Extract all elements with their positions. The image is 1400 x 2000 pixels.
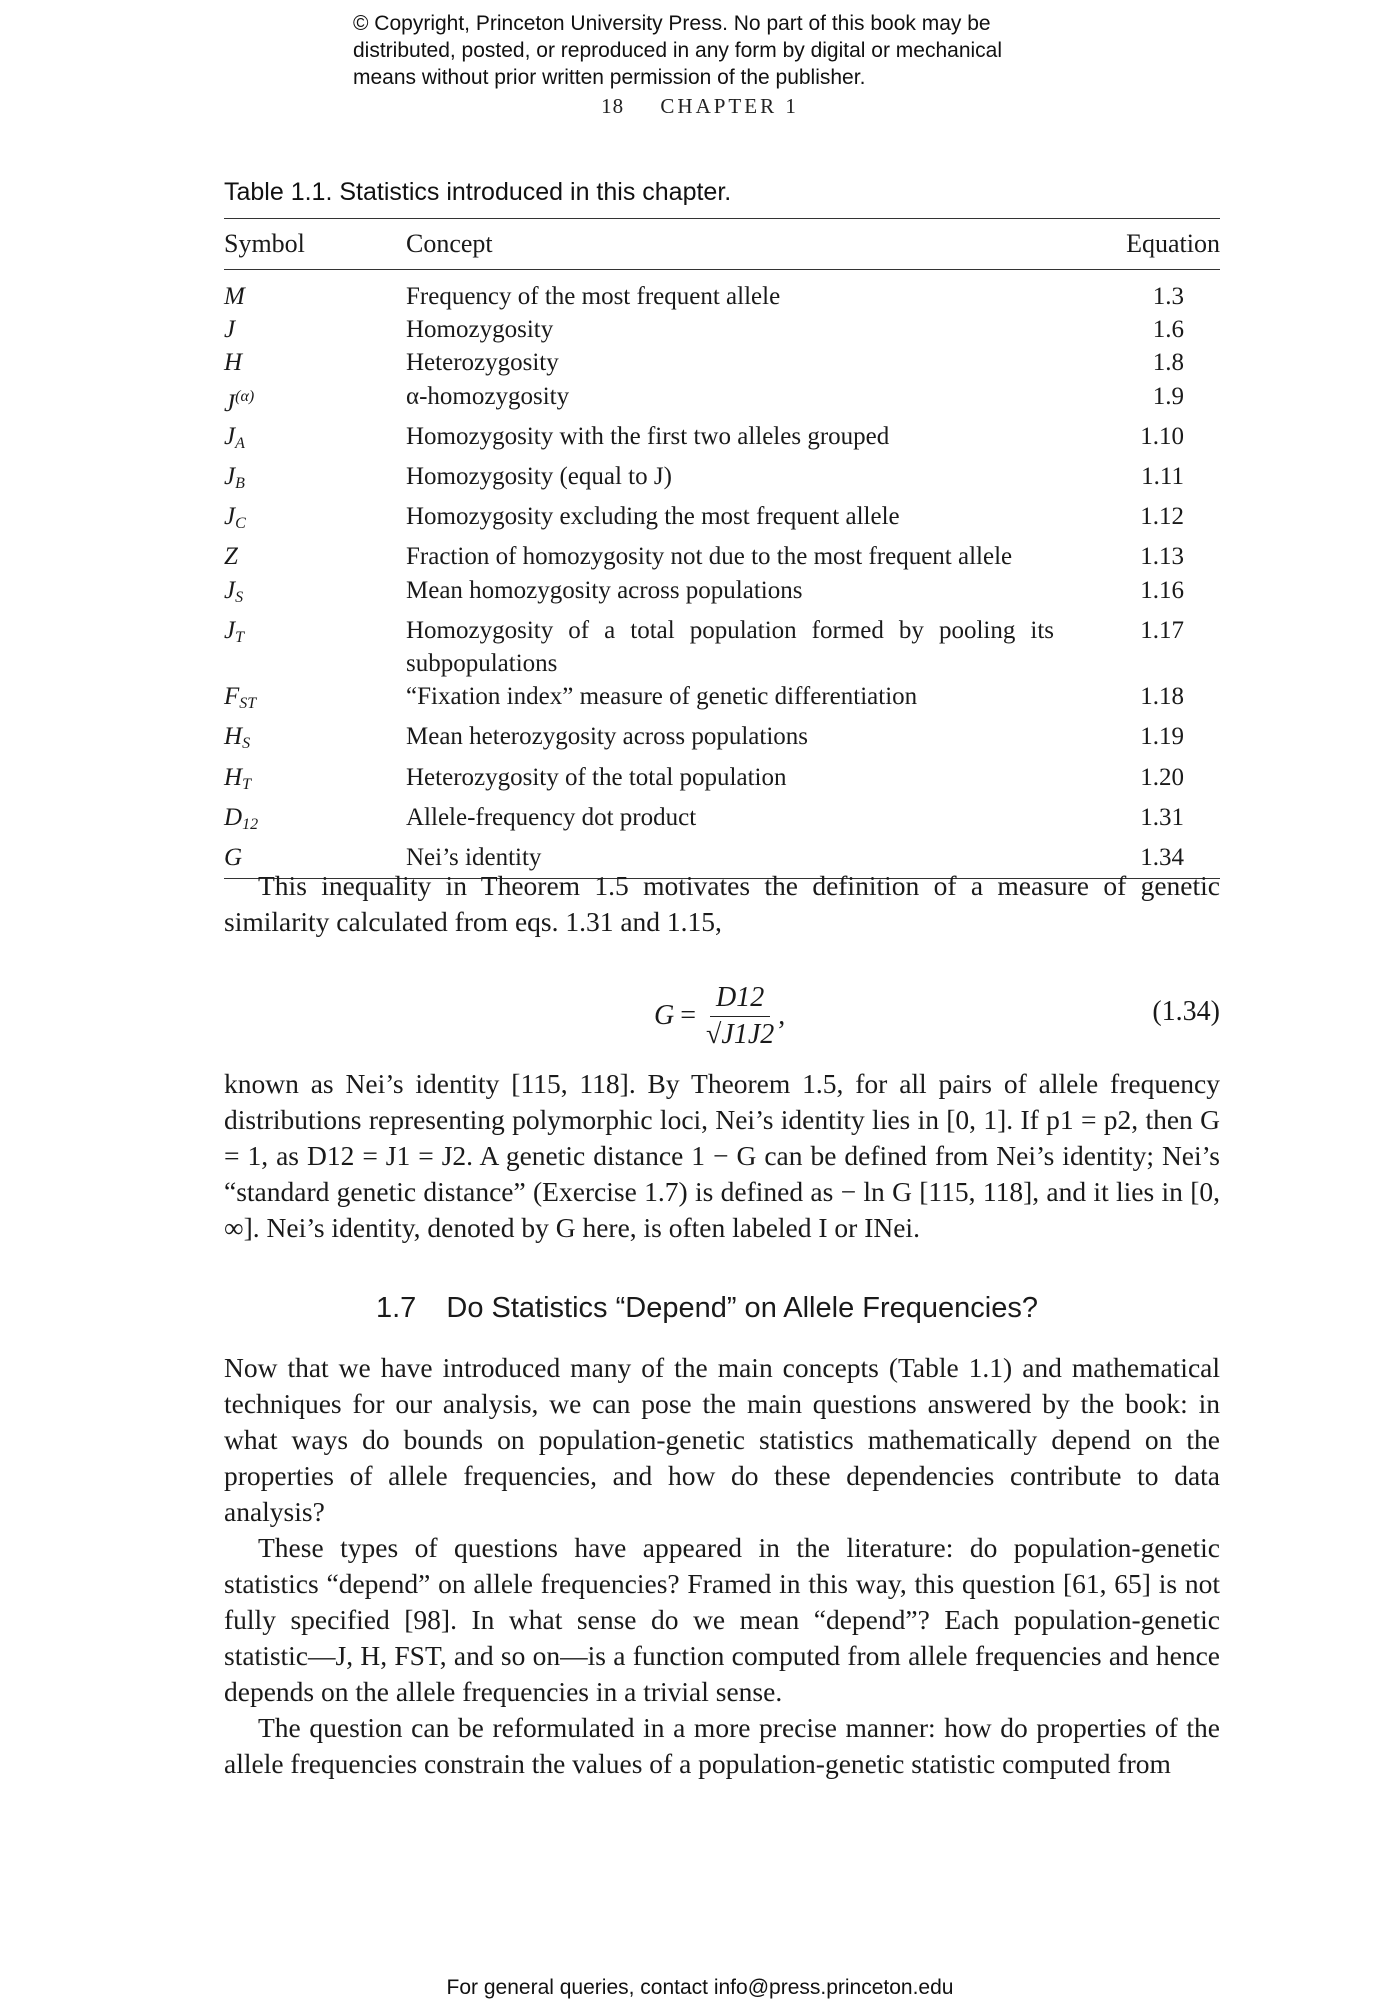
equation-number: (1.34) bbox=[1152, 996, 1220, 1027]
table-row bbox=[224, 720, 1220, 760]
equation-comma: , bbox=[778, 1000, 786, 1031]
concept-cell: Frequency of the most frequent allele bbox=[406, 283, 781, 310]
section-title: Do Statistics “Depend” on Allele Frequencies? bbox=[446, 1292, 1038, 1324]
concept-cell: Homozygosity excluding the most frequent allele bbox=[406, 503, 900, 531]
paragraph-text: known as Nei’s identity [115, 118]. By Theorem 1.5, for all pairs of allele frequency distributions representing polymorphic loci, Nei’s identity lies in [0, 1]. If p1 = p2, then G = 1, as D12 = J1 = J2. A genetic distance 1 − G can be defined from Nei’s identity; Nei’s “standard genetic distance” (Exercise 1.7) is defined as − ln G [115, 118], and it lies in [0, ∞]. Nei’s identity, denoted by G here, is often labeled I or INei. bbox=[224, 1068, 1220, 1243]
symbol-base: J bbox=[224, 389, 236, 417]
table-row bbox=[224, 460, 1220, 500]
symbol-subscript: T bbox=[235, 628, 245, 646]
concept-cell: α-homozygosity bbox=[406, 382, 570, 410]
equation-cell: 1.31 bbox=[1140, 803, 1184, 831]
table-row bbox=[224, 761, 1220, 801]
symbol-cell bbox=[224, 761, 406, 801]
header-concept: Concept bbox=[406, 229, 493, 258]
copyright-line: distributed, posted, or reproduced in any form by digital or mechanical bbox=[353, 39, 1003, 62]
symbol-base: J bbox=[224, 316, 236, 344]
table-row bbox=[224, 313, 1220, 346]
equation-fraction bbox=[706, 982, 774, 1051]
symbol-cell bbox=[224, 280, 406, 313]
symbol-superscript: (α) bbox=[235, 387, 255, 405]
equation-cell: 1.6 bbox=[1152, 316, 1184, 344]
symbol-base: J bbox=[224, 503, 236, 531]
table-caption: Table 1.1. Statistics introduced in this chapter. bbox=[224, 178, 732, 206]
table-row bbox=[224, 380, 1220, 420]
table-row bbox=[224, 346, 1220, 379]
symbol-subscript: ST bbox=[239, 695, 257, 713]
symbol-subscript: B bbox=[235, 475, 245, 493]
equation-cell: 1.20 bbox=[1140, 763, 1184, 791]
symbol-base: J bbox=[224, 463, 236, 491]
symbol-cell bbox=[224, 680, 406, 720]
copyright-line: © Copyright, Princeton University Press. No part of this book may be bbox=[353, 12, 991, 35]
table-row bbox=[224, 540, 1220, 573]
symbol-cell bbox=[224, 460, 406, 500]
symbol-subscript: S bbox=[242, 735, 251, 753]
page-number: 18 bbox=[601, 94, 625, 118]
paragraph-nei-identity bbox=[224, 1066, 1220, 1246]
symbol-base: Z bbox=[224, 543, 238, 571]
equation-cell: 1.11 bbox=[1141, 463, 1184, 491]
concept-cell: Homozygosity with the first two alleles grouped bbox=[406, 422, 890, 450]
table-body bbox=[224, 270, 1220, 878]
table-row bbox=[224, 680, 1220, 720]
equation-denominator: √J1J2 bbox=[706, 1018, 775, 1050]
chapter-label: CHAPTER 1 bbox=[660, 94, 799, 118]
footer-contact: For general queries, contact info@press.princeton.edu bbox=[446, 1976, 954, 1999]
section-body bbox=[224, 1350, 1220, 1782]
table-row bbox=[224, 420, 1220, 460]
table-row bbox=[224, 614, 1220, 680]
paragraph-text: These types of questions have appeared in the literature: do population-genetic statistics “depend” on allele frequencies? Framed in this way, this question [61, 65] is not fully specified [98]. In what sense do we mean “depend”? Each population-genetic statistic—J, H, FST, and so on—is a function computed from allele frequencies and hence depends on the allele frequencies in a trivial sense. bbox=[224, 1532, 1220, 1707]
equation-cell: 1.16 bbox=[1140, 576, 1184, 604]
equation-numerator: D12 bbox=[710, 982, 770, 1017]
running-head bbox=[0, 94, 1400, 119]
symbol-cell bbox=[224, 614, 406, 680]
table-row bbox=[224, 280, 1220, 313]
equation-lhs: G bbox=[654, 1000, 675, 1031]
paragraph-intro bbox=[224, 868, 1220, 940]
equation-cell: 1.10 bbox=[1140, 422, 1184, 450]
concept-cell: Homozygosity bbox=[406, 316, 554, 344]
symbol-base: F bbox=[224, 683, 240, 711]
equation-body bbox=[654, 966, 785, 1066]
equation-cell: 1.13 bbox=[1140, 543, 1184, 571]
symbol-base: J bbox=[224, 576, 236, 604]
symbol-subscript: S bbox=[235, 588, 244, 606]
symbol-cell bbox=[224, 540, 406, 573]
symbol-base: G bbox=[224, 844, 243, 872]
symbol-cell bbox=[224, 420, 406, 460]
symbol-cell bbox=[224, 801, 406, 841]
symbol-base: M bbox=[224, 283, 245, 310]
symbol-cell bbox=[224, 380, 406, 420]
equation-cell: 1.17 bbox=[1140, 616, 1184, 644]
paragraph-text: Now that we have introduced many of the main concepts (Table 1.1) and mathematical techniques for our analysis, we can pose the main questions answered by the book: in what ways do bounds on population-genetic statistics mathematically depend on the properties of allele frequencies, and how do these dependencies contribute to data analysis? bbox=[224, 1352, 1220, 1527]
concept-cell: Homozygosity (equal to J) bbox=[406, 463, 672, 491]
symbol-subscript: C bbox=[235, 515, 246, 533]
equation-cell: 1.9 bbox=[1152, 382, 1184, 410]
table-header-row bbox=[224, 219, 1220, 269]
table-row bbox=[224, 574, 1220, 614]
concept-cell: Nei’s identity bbox=[406, 844, 542, 872]
equation-equals: = bbox=[680, 1000, 697, 1031]
equation-cell: 1.34 bbox=[1140, 844, 1184, 872]
section-number: 1.7 bbox=[376, 1292, 417, 1324]
symbol-base: H bbox=[224, 723, 243, 751]
symbol-base: H bbox=[224, 763, 243, 791]
symbol-cell bbox=[224, 346, 406, 379]
symbol-cell bbox=[224, 313, 406, 346]
copyright-notice bbox=[353, 10, 1113, 91]
symbol-subscript: A bbox=[235, 434, 245, 452]
concept-cell: Heterozygosity of the total population bbox=[406, 763, 787, 791]
concept-cell: Mean heterozygosity across populations bbox=[406, 723, 808, 751]
header-symbol: Symbol bbox=[224, 229, 305, 258]
equation-cell: 1.19 bbox=[1140, 723, 1184, 751]
table-row bbox=[224, 801, 1220, 841]
concept-cell: Heterozygosity bbox=[406, 349, 559, 377]
symbol-cell bbox=[224, 500, 406, 540]
table-row bbox=[224, 500, 1220, 540]
symbol-base: H bbox=[224, 349, 243, 377]
symbol-subscript: 12 bbox=[242, 815, 259, 833]
concept-cell: Fraction of homozygosity not due to the most frequent allele bbox=[406, 543, 1013, 571]
symbol-cell bbox=[224, 720, 406, 760]
symbol-base: D bbox=[224, 803, 243, 831]
concept-cell: “Fixation index” measure of genetic differentiation bbox=[406, 683, 918, 711]
equation-cell: 1.3 bbox=[1152, 283, 1184, 310]
paragraph-text: This inequality in Theorem 1.5 motivates the definition of a measure of genetic similarity calculated from eqs. 1.31 and 1.15, bbox=[224, 870, 1220, 937]
equation-1-34 bbox=[224, 966, 1220, 1066]
concept-cell: Mean homozygosity across populations bbox=[406, 576, 803, 604]
symbol-cell bbox=[224, 574, 406, 614]
statistics-table bbox=[224, 218, 1220, 879]
section-heading bbox=[376, 1292, 1038, 1325]
symbol-subscript: T bbox=[242, 775, 251, 793]
equation-cell: 1.18 bbox=[1140, 683, 1184, 711]
concept-cell: Homozygosity of a total population formed by pooling its subpopulations bbox=[406, 616, 1054, 678]
header-equation: Equation bbox=[1126, 229, 1220, 258]
symbol-base: J bbox=[224, 616, 236, 644]
equation-cell: 1.8 bbox=[1152, 349, 1184, 377]
equation-cell: 1.12 bbox=[1140, 503, 1184, 531]
paragraph-text: The question can be reformulated in a more precise manner: how do properties of the allele frequencies constrain the values of a population-genetic statistic computed from bbox=[224, 1712, 1220, 1779]
symbol-base: J bbox=[224, 422, 236, 450]
concept-cell: Allele-frequency dot product bbox=[406, 803, 697, 831]
copyright-line: means without prior written permission of the publisher. bbox=[353, 66, 866, 89]
